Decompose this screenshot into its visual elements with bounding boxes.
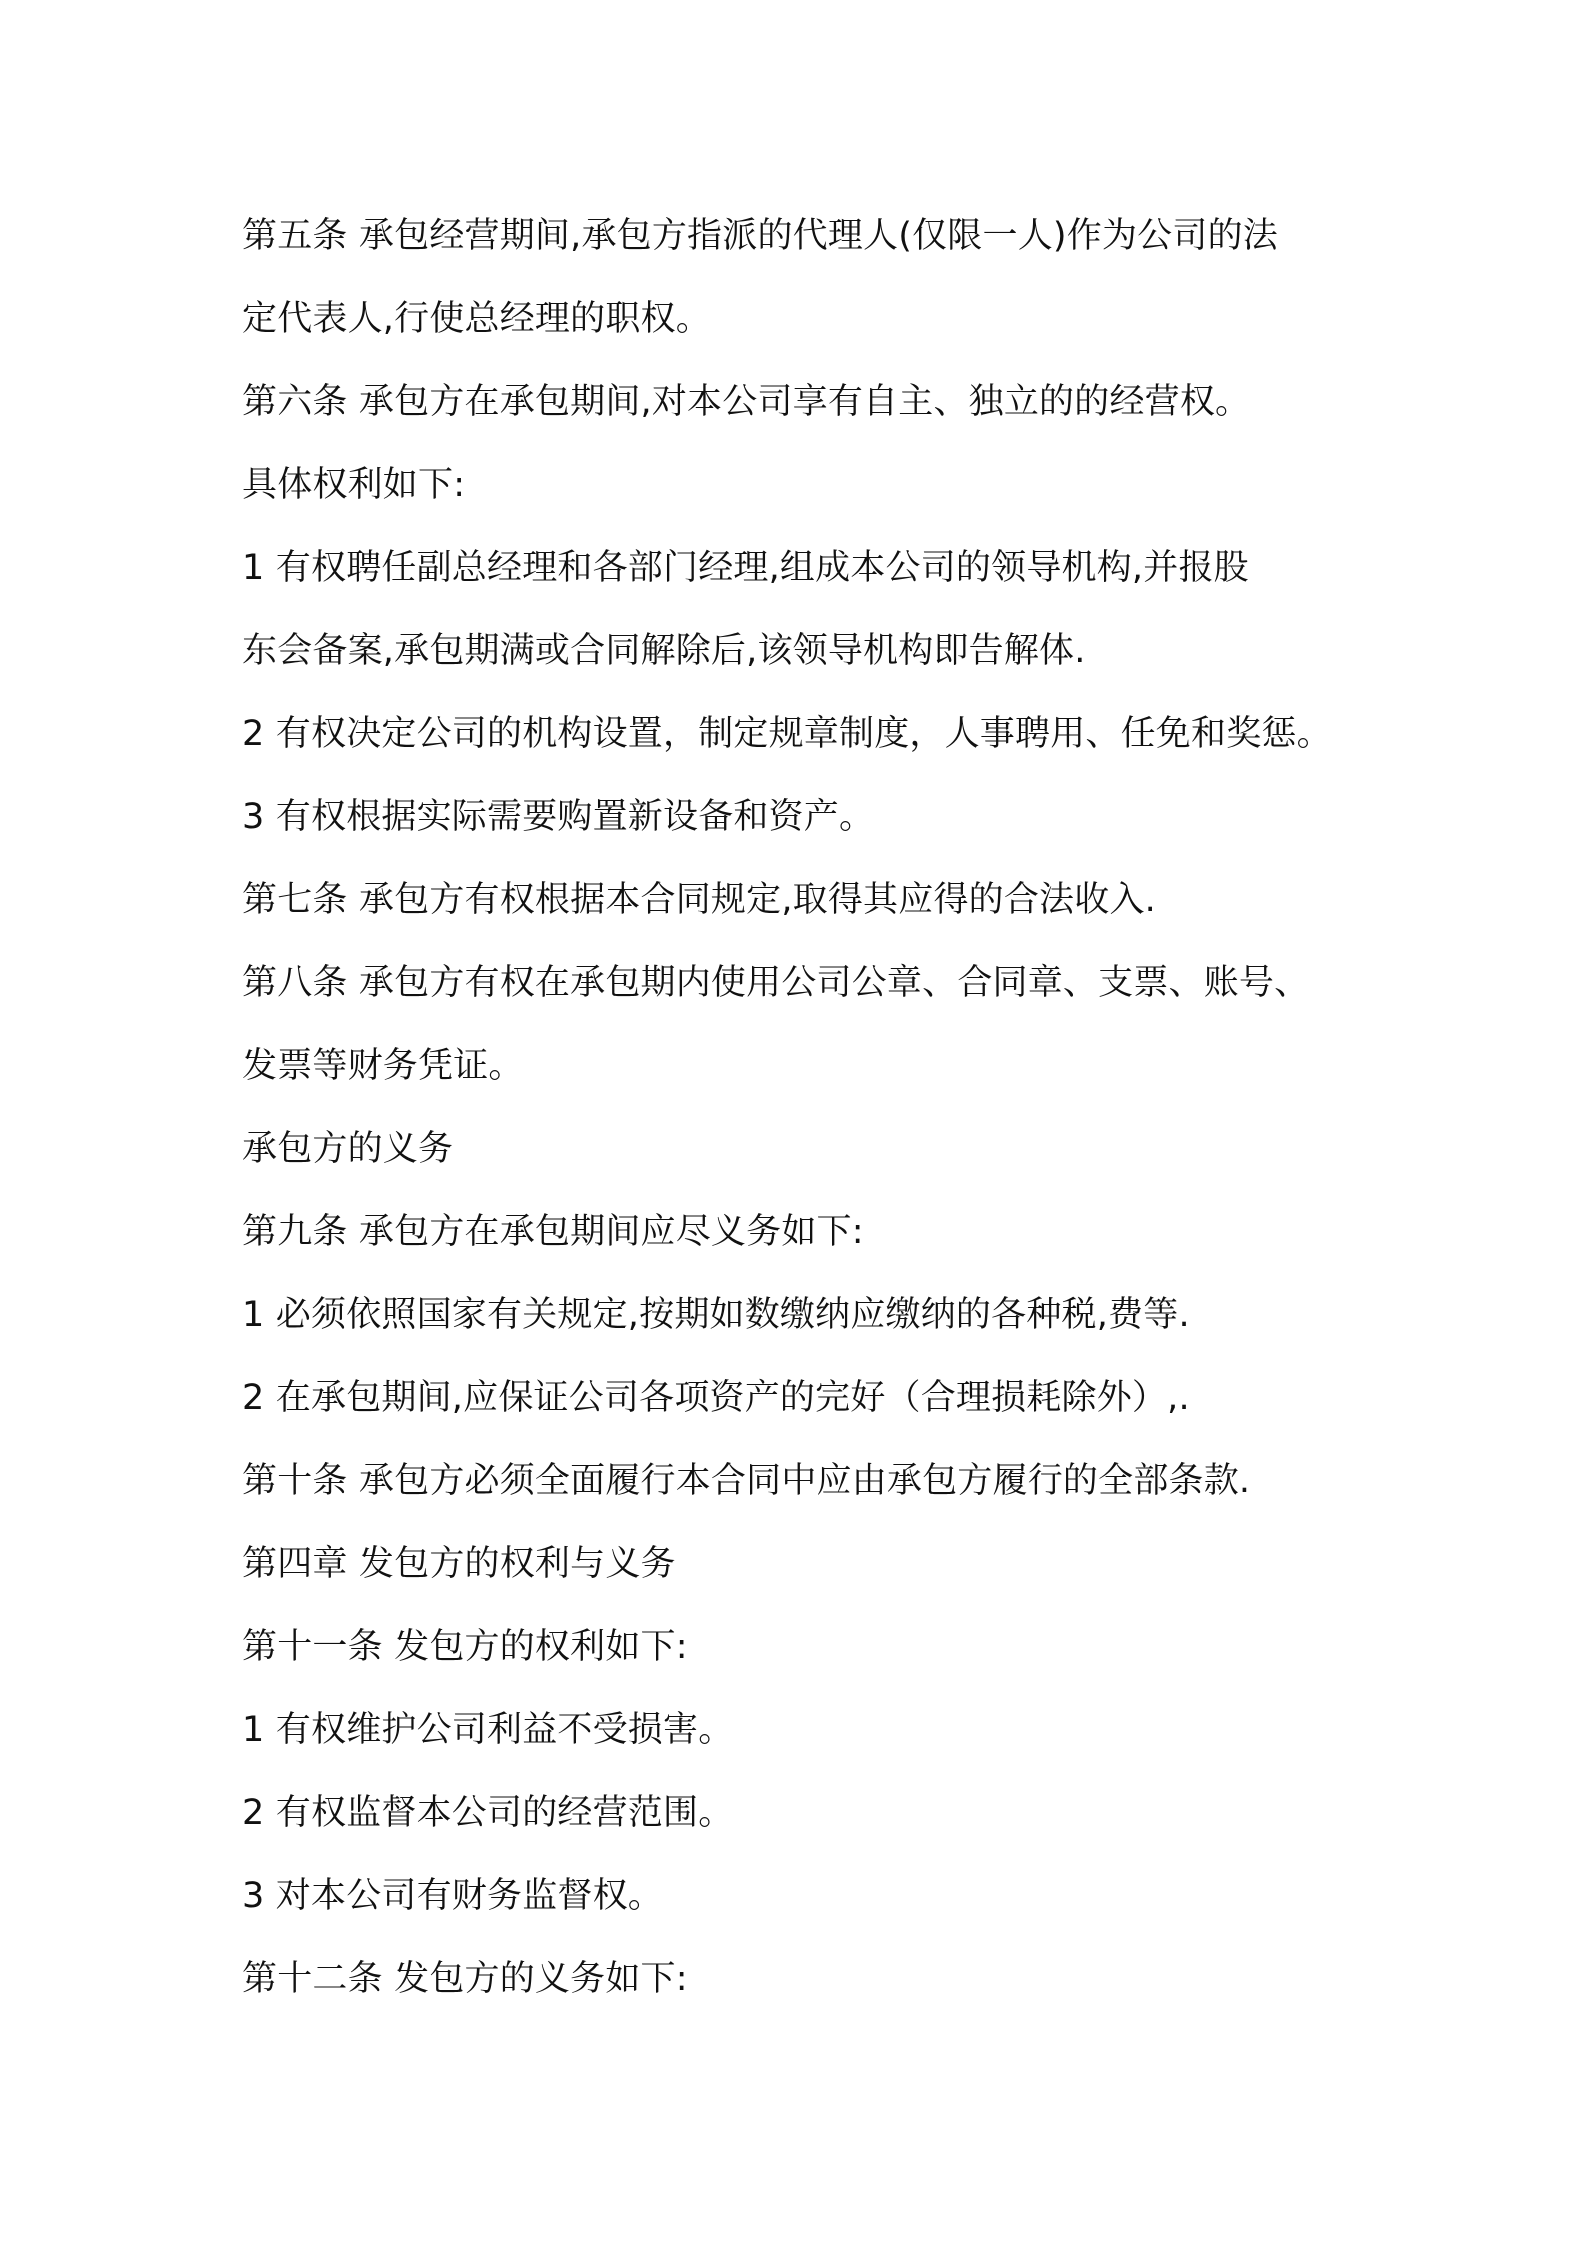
text-line: 2 有权决定公司的机构设置，制定规章制度，人事聘用、任免和奖惩。: [242, 714, 1332, 754]
text-line: 2 有权监督本公司的经营范围。: [242, 1793, 734, 1833]
document-body: [242, 195, 1382, 2021]
text-line: 第十二条 发包方的义务如下:: [242, 1959, 688, 1999]
text-line: 东会备案,承包期满或合同解除后,该领导机构即告解体.: [242, 631, 1086, 671]
text-line: 发票等财务凭证。: [242, 1046, 524, 1086]
text-line: 定代表人,行使总经理的职权。: [242, 299, 711, 339]
section-heading: 承包方的义务: [242, 1129, 454, 1169]
text-line: 1 有权维护公司利益不受损害。: [242, 1710, 734, 1750]
text-line: 第七条 承包方有权根据本合同规定,取得其应得的合法收入.: [242, 880, 1156, 920]
text-line: 1 必须依照国家有关规定,按期如数缴纳应缴纳的各种税,费等.: [242, 1295, 1190, 1335]
text-line: 3 有权根据实际需要购置新设备和资产。: [242, 797, 875, 837]
text-line: 第五条 承包经营期间,承包方指派的代理人(仅限一人)作为公司的法: [242, 216, 1278, 256]
text-line: 第六条 承包方在承包期间,对本公司享有自主、独立的的经营权。: [242, 382, 1251, 422]
text-line: 第十一条 发包方的权利如下:: [242, 1627, 688, 1667]
text-line: 第八条 承包方有权在承包期内使用公司公章、合同章、支票、账号、: [242, 963, 1310, 1003]
text-line: 1 有权聘任副总经理和各部门经理,组成本公司的领导机构,并报股: [242, 548, 1249, 588]
text-line: 2 在承包期间,应保证公司各项资产的完好（合理损耗除外）,.: [242, 1378, 1190, 1418]
chapter-heading: 第四章 发包方的权利与义务: [242, 1544, 676, 1584]
text-line: 第十条 承包方必须全面履行本合同中应由承包方履行的全部条款.: [242, 1461, 1251, 1501]
text-line: 第九条 承包方在承包期间应尽义务如下:: [242, 1212, 864, 1252]
text-line: 具体权利如下:: [242, 465, 466, 505]
text-line: 3 对本公司有财务监督权。: [242, 1876, 663, 1916]
